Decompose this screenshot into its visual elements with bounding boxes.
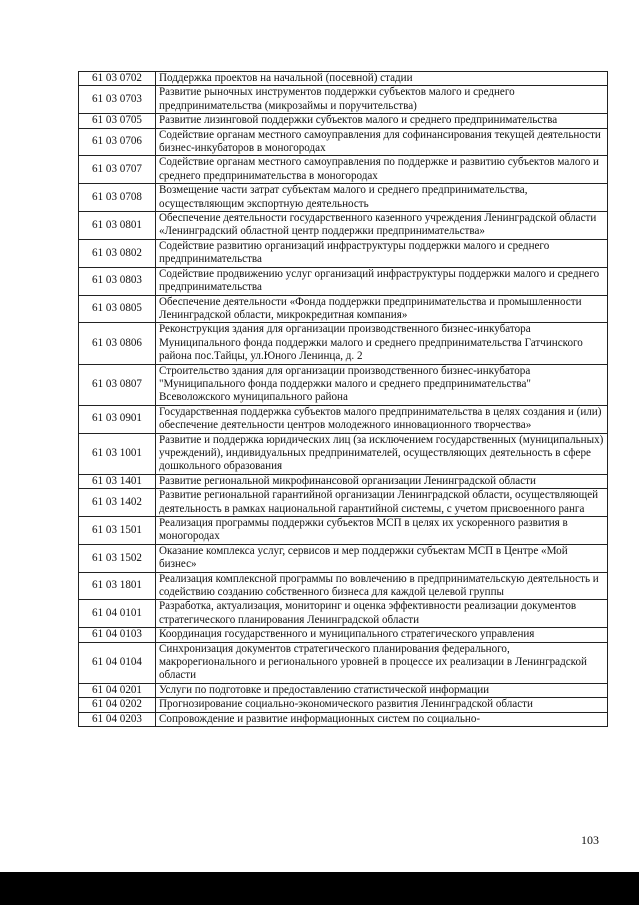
table-row bbox=[79, 128, 608, 156]
row-description: Координация государственного и муниципального стратегического управления bbox=[156, 628, 608, 642]
row-description: Развитие рыночных инструментов поддержки субъектов малого и среднего предпринимательства (микрозаймы и поручительства) bbox=[156, 86, 608, 114]
row-code: 61 03 0803 bbox=[79, 267, 156, 295]
row-code: 61 03 1402 bbox=[79, 489, 156, 517]
row-description: Возмещение части затрат субъектам малого и среднего предпринимательства, осуществляющим экспортную деятельность bbox=[156, 184, 608, 212]
row-code: 61 03 0802 bbox=[79, 239, 156, 267]
table-row bbox=[79, 72, 608, 86]
row-description: Развитие региональной микрофинансовой организации Ленинградской области bbox=[156, 474, 608, 488]
table-row bbox=[79, 698, 608, 712]
row-description: Сопровождение и развитие информационных систем по социально- bbox=[156, 712, 608, 726]
table-row bbox=[79, 295, 608, 323]
row-code: 61 03 1501 bbox=[79, 517, 156, 545]
row-code: 61 03 0806 bbox=[79, 323, 156, 364]
table-row bbox=[79, 184, 608, 212]
row-code: 61 04 0104 bbox=[79, 642, 156, 683]
table-row bbox=[79, 364, 608, 405]
table-row bbox=[79, 267, 608, 295]
table-row bbox=[79, 212, 608, 240]
row-code: 61 03 1401 bbox=[79, 474, 156, 488]
row-code: 61 04 0201 bbox=[79, 683, 156, 697]
table-row bbox=[79, 114, 608, 128]
table-body bbox=[79, 72, 608, 727]
row-description: Содействие развитию организаций инфраструктуры поддержки малого и среднего предпринимательства bbox=[156, 239, 608, 267]
row-description: Содействие продвижению услуг организаций инфраструктуры поддержки малого и среднего предпринимательства bbox=[156, 267, 608, 295]
scan-bottom-edge bbox=[0, 872, 639, 905]
table-row bbox=[79, 628, 608, 642]
row-description: Развитие лизинговой поддержки субъектов малого и среднего предпринимательства bbox=[156, 114, 608, 128]
row-description: Оказание комплекса услуг, сервисов и мер поддержки субъектам МСП в Центре «Мой бизнес» bbox=[156, 544, 608, 572]
row-code: 61 03 0705 bbox=[79, 114, 156, 128]
row-code: 61 03 1001 bbox=[79, 433, 156, 474]
row-code: 61 03 0707 bbox=[79, 156, 156, 184]
row-code: 61 03 0801 bbox=[79, 212, 156, 240]
row-code: 61 04 0202 bbox=[79, 698, 156, 712]
row-code: 61 03 0702 bbox=[79, 72, 156, 86]
row-description: Строительство здания для организации производственного бизнес-инкубатора "Муниципального фонда поддержки малого и среднего предпринимательства" Всеволожского муниципального района bbox=[156, 364, 608, 405]
table-row bbox=[79, 712, 608, 726]
row-code: 61 04 0101 bbox=[79, 600, 156, 628]
table-row bbox=[79, 405, 608, 433]
row-description: Разработка, актуализация, мониторинг и оценка эффективности реализации документов стратегического планирования Ленинградской области bbox=[156, 600, 608, 628]
row-description: Обеспечение деятельности «Фонда поддержки предпринимательства и промышленности Ленинградской области, микрокредитная компания» bbox=[156, 295, 608, 323]
row-description: Услуги по подготовке и предоставлению статистической информации bbox=[156, 683, 608, 697]
table-row bbox=[79, 474, 608, 488]
row-description: Содействие органам местного самоуправления для софинансирования текущей деятельности бизнес-инкубаторов в моногородах bbox=[156, 128, 608, 156]
row-description: Государственная поддержка субъектов малого предпринимательства в целях создания и (или) обеспечение деятельности центров молодежного инновационного творчества» bbox=[156, 405, 608, 433]
row-description: Прогнозирование социально-экономического развития Ленинградской области bbox=[156, 698, 608, 712]
row-description: Обеспечение деятельности государственного казенного учреждения Ленинградской области «Ленинградский областной центр поддержки предпринимательства» bbox=[156, 212, 608, 240]
row-description: Реализация комплексной программы по вовлечению в предпринимательскую деятельность и содействию созданию собственного бизнеса для каждой целевой группы bbox=[156, 572, 608, 600]
row-code: 61 03 0708 bbox=[79, 184, 156, 212]
budget-code-table bbox=[78, 71, 608, 727]
row-code: 61 04 0203 bbox=[79, 712, 156, 726]
row-description: Синхронизация документов стратегического планирования федерального, макрорегионального и регионального уровней в процессе их реализации в Ленинградской области bbox=[156, 642, 608, 683]
table-row bbox=[79, 239, 608, 267]
table-row bbox=[79, 489, 608, 517]
table-row bbox=[79, 544, 608, 572]
page-number: 103 bbox=[581, 833, 599, 847]
table-row bbox=[79, 517, 608, 545]
row-code: 61 03 0805 bbox=[79, 295, 156, 323]
row-code: 61 04 0103 bbox=[79, 628, 156, 642]
table-row bbox=[79, 642, 608, 683]
row-description: Развитие и поддержка юридических лиц (за исключением государственных (муниципальных) учреждений), индивидуальных предпринимателей, осуществляющих деятельность в сфере дошкольного образования bbox=[156, 433, 608, 474]
row-code: 61 03 0901 bbox=[79, 405, 156, 433]
table-row bbox=[79, 156, 608, 184]
table-row bbox=[79, 683, 608, 697]
row-code: 61 03 1502 bbox=[79, 544, 156, 572]
row-code: 61 03 0706 bbox=[79, 128, 156, 156]
row-description: Содействие органам местного самоуправления по поддержке и развитию субъектов малого и среднего предпринимательства в моногородах bbox=[156, 156, 608, 184]
table-row bbox=[79, 600, 608, 628]
row-description: Реализация программы поддержки субъектов МСП в целях их ускоренного развития в моногородах bbox=[156, 517, 608, 545]
table-row bbox=[79, 572, 608, 600]
row-description: Развитие региональной гарантийной организации Ленинградской области, осуществляющей деятельность в рамках национальной гарантийной системы, с учетом присвоенного ранга bbox=[156, 489, 608, 517]
row-code: 61 03 0703 bbox=[79, 86, 156, 114]
row-description: Реконструкция здания для организации производственного бизнес-инкубатора Муниципального фонда поддержки малого и среднего предпринимательства Гатчинского района пос.Тайцы, ул.Юного Ленинца, д. 2 bbox=[156, 323, 608, 364]
row-code: 61 03 1801 bbox=[79, 572, 156, 600]
table-row bbox=[79, 433, 608, 474]
row-code: 61 03 0807 bbox=[79, 364, 156, 405]
row-description: Поддержка проектов на начальной (посевной) стадии bbox=[156, 72, 608, 86]
table-row bbox=[79, 323, 608, 364]
table-row bbox=[79, 86, 608, 114]
